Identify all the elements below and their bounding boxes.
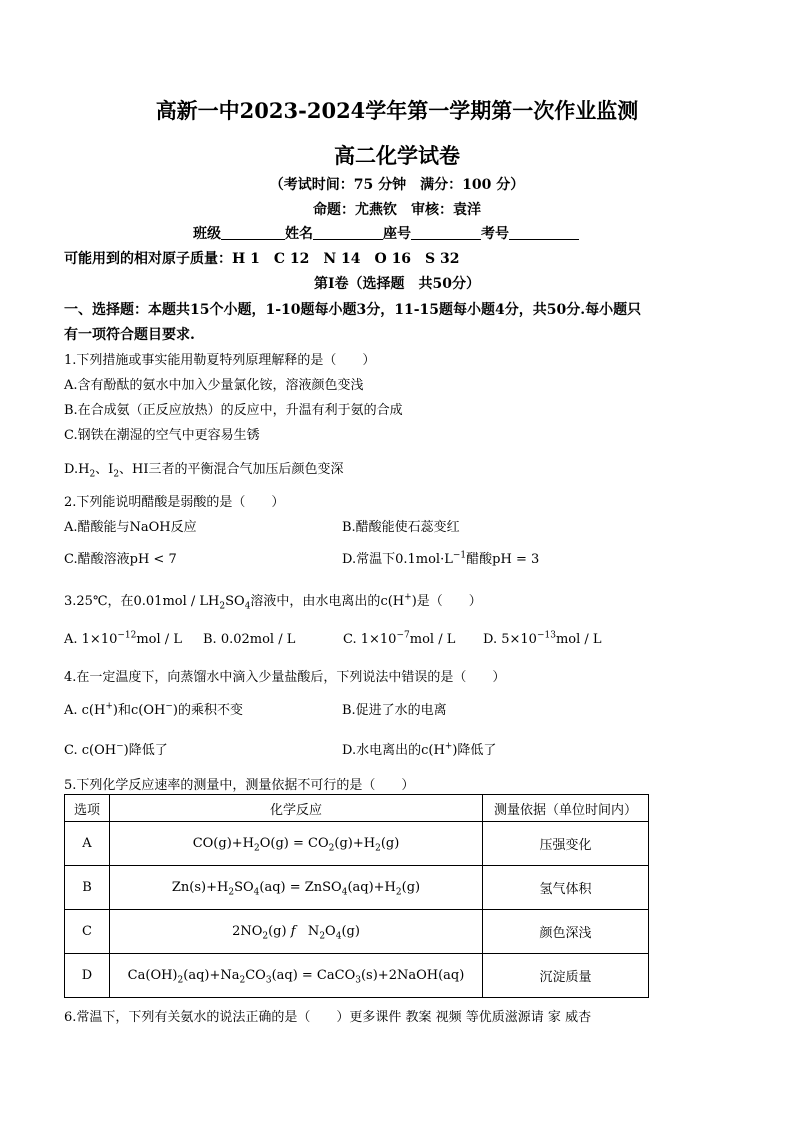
exam-subtitle: 高二化学试卷 (334, 143, 460, 168)
row-option: B (65, 866, 110, 910)
q2-option-d: D.常温下$0.1mol\cdot L^{-1}$醋酸pH = 3 (342, 550, 540, 567)
q2-stem: 2.下列能说明醋酸是弱酸的是（ ） (64, 495, 285, 510)
row-basis: 压强变化 (483, 822, 649, 866)
q4-option-d: D.水电离出的c(H+)降低了 (342, 741, 497, 758)
q4-option-c: C. c(OH−)降低了 (64, 741, 168, 758)
q4-stem: 4.在一定温度下，向蒸馏水中滴入少量盐酸后，下列说法中错误的是（ ） (64, 670, 506, 685)
q3-stem: 3.25℃，在$0.01mol / LH_2SO_4$溶液中，由水电离出的c(H+)是（ ） (64, 592, 482, 612)
q3-option-b: B. 0.02mol / L (203, 632, 296, 647)
exam-no-label: 考号 (481, 226, 509, 242)
table-row (65, 910, 649, 954)
q5-stem: 5.下列化学反应速率的测量中，测量依据不可行的是（ ） (64, 778, 415, 793)
atomic-masses: 可能用到的相对原子质量：H 1 C 12 N 14 O 16 S 32 (64, 251, 460, 267)
seat-label: 座号 (383, 226, 411, 242)
row-reaction: $Zn(s)+H_2SO_4(aq)$ = $ZnSO_4(aq)+H_2(g)$ (110, 866, 483, 910)
q1-option-d: $D.H_2$、$I_2$、HI三者的平衡混合气加压后颜色变深 (64, 462, 344, 480)
section-instructions-1: 一、选择题：本题共15个小题，1-10题每小题3分，11-15题每小题4分，共50分.每小题只 (64, 302, 642, 318)
q3-option-d: D. $5\times 10^{-13}mol / L$ (483, 630, 602, 647)
exam-authors: 命题：尤燕钦 审核：袁洋 (313, 202, 481, 218)
section-instructions-2: 有一项符合题目要求. (64, 327, 195, 343)
table-header-row (65, 795, 649, 822)
table-row (65, 866, 649, 910)
volume-title: 第Ⅰ卷（选择题 共50分） (313, 276, 481, 292)
q4-option-b: B.促进了水的电离 (342, 703, 447, 718)
row-reaction: $2NO_2(g)$ f $N_2O_4(g)$ (110, 910, 483, 954)
class-blank[interactable] (221, 225, 285, 240)
q1-option-a: A.含有酚酞的氨水中加入少量氯化铵，溶液颜色变浅 (64, 378, 364, 393)
table-row (65, 954, 649, 998)
seat-blank[interactable] (411, 225, 481, 240)
q5-reaction-table (64, 794, 649, 998)
q4-option-a: A. c(H+)和c(OH−)的乘积不变 (64, 701, 243, 718)
q2-option-b: B.醋酸能使石蕊变红 (342, 520, 460, 535)
exam-title: 高新一中2023-2024学年第一学期第一次作业监测 (155, 98, 639, 123)
class-label: 班级 (193, 226, 221, 242)
exam-info: （考试时间：75 分钟 满分：100 分） (269, 177, 525, 193)
name-label: 姓名 (285, 226, 313, 242)
row-basis: 沉淀质量 (483, 954, 649, 998)
row-option: C (65, 910, 110, 954)
q3-option-c: C. $1\times 10^{-7}mol / L$ (343, 630, 456, 647)
header-option: 选项 (65, 795, 110, 822)
q1-option-b: B.在合成氨（正反应放热）的反应中，升温有利于氨的合成 (64, 403, 403, 418)
row-option: D (65, 954, 110, 998)
header-reaction: 化学反应 (110, 795, 483, 822)
row-reaction: $CO(g)+H_2O(g) = CO_2(g)+H_2(g)$ (110, 822, 483, 866)
row-reaction: $Ca(OH)_2(aq)+Na_2CO_3(aq)$ = CaCO$_3$(s)+2NaOH(aq) (110, 954, 483, 998)
q1-option-c: C.钢铁在潮湿的空气中更容易生锈 (64, 428, 260, 443)
q1-stem: 1.下列措施或事实能用勒夏特列原理解释的是（ ） (64, 353, 376, 368)
table-row (65, 822, 649, 866)
row-option: A (65, 822, 110, 866)
q2-option-a: A.醋酸能与NaOH反应 (64, 520, 197, 535)
q2-option-c: C.醋酸溶液pH < 7 (64, 552, 177, 567)
student-info-line (193, 223, 579, 243)
header-basis: 测量依据（单位时间内） (483, 795, 649, 822)
row-basis: 氢气体积 (483, 866, 649, 910)
exam-no-blank[interactable] (509, 225, 579, 240)
row-basis: 颜色深浅 (483, 910, 649, 954)
name-blank[interactable] (313, 225, 383, 240)
q6-stem: 6.常温下，下列有关氨水的说法正确的是（ ）更多课件 教案 视频 等优质滋源请 家 威杏 (64, 1010, 592, 1025)
q3-option-a: A. $1\times 10^{-12}mol / L$ (64, 630, 182, 647)
